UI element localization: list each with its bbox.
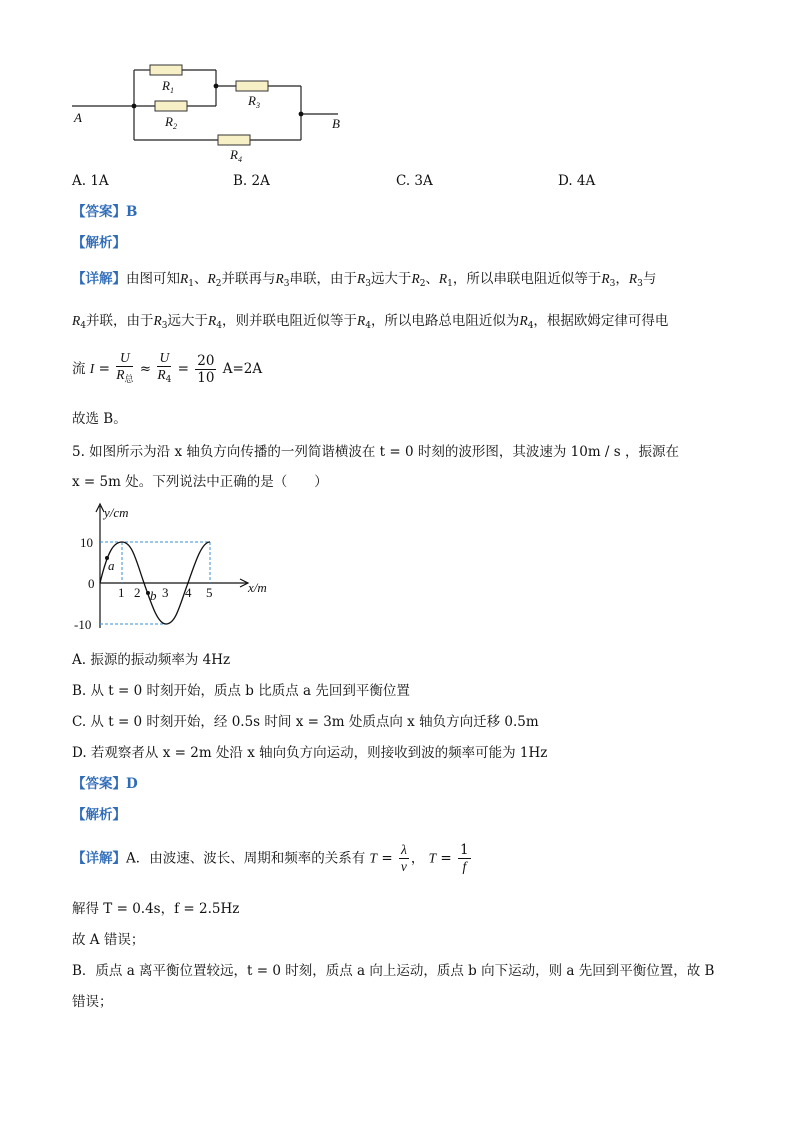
wave-graph — [70, 500, 290, 640]
resistor-r3 — [236, 81, 268, 91]
x-tick-2: 2 — [134, 585, 141, 600]
q5-stem-line1: 5. 如图所示为沿 x 轴负方向传播的一列简谐横波在 t = 0 时刻的波形图，其波速为 10m / s ，振源在 — [72, 444, 679, 460]
svg-text:y/cm — [102, 505, 129, 520]
y-tick-neg10: -10 — [74, 617, 92, 632]
q5-stem-line2: x = 5m 处。下列说法中正确的是（ ） — [72, 474, 328, 490]
terminal-b-label: B — [332, 116, 340, 131]
r3-label: R — [248, 93, 256, 108]
x-tick-3: 3 — [162, 585, 169, 600]
r2-label: R — [165, 114, 173, 129]
q4-answer: 【答案】B — [72, 204, 138, 220]
q4-option-b: B. 2A — [233, 173, 270, 189]
q4-detail-formula: 流 I = $\frac{U}{R_总}$ ≈ $\frac{U}{R_4}$ = $\frac{20}{10}$ A=2A — [72, 350, 263, 386]
y-tick-10: 10 — [80, 535, 93, 550]
q5-analysis-heading: 【解析】 — [72, 807, 126, 823]
point-a-label: a — [108, 558, 115, 573]
x-tick-5: 5 — [206, 585, 213, 600]
terminal-a-label: A — [74, 110, 82, 125]
q5-solve: 解得 T = 0.4s，f = 2.5Hz — [72, 901, 240, 917]
q4-option-d: D. 4A — [558, 173, 596, 189]
q4-option-c: C. 3A — [396, 173, 433, 189]
y-axis-label: y/cm — [104, 505, 129, 520]
x-axis-label: x/m — [248, 580, 267, 595]
svg-text:R1: $R_1$ — [162, 78, 174, 95]
q5-option-c: C. 从 t = 0 时刻开始，经 0.5s 时间 x = 3m 处质点向 x 轴负方向迁移 0.5m — [72, 714, 539, 730]
svg-text:R2: $R_2$ — [165, 114, 177, 131]
q4-detail-line1: 【详解】由图可知$R_1$、$R_2$并联再与$R_3$串联，由于$R_3$远大于$R_2$、$R_1$，所以串联电阻近似等于$R_3$，$R_3$与 — [72, 271, 657, 289]
y-tick-0: 0 — [88, 576, 95, 591]
q4-analysis-heading: 【解析】 — [72, 235, 126, 251]
circuit-diagram — [70, 58, 360, 168]
q5-b-line2: 错误； — [72, 994, 113, 1010]
q4-option-a: A. 1A — [72, 173, 109, 189]
point-b-label: b — [150, 588, 157, 603]
q5-b-line1: B．质点 a 离平衡位置较远，t = 0 时刻，质点 a 向上运动，质点 b 向下运动，则 a 先回到平衡位置，故 B — [72, 963, 715, 979]
resistor-r1 — [150, 65, 182, 75]
svg-text:R3: $R_3$ — [248, 93, 260, 110]
x-tick-1: 1 — [118, 585, 125, 600]
x-tick-4: 4 — [185, 585, 192, 600]
q5-answer: 【答案】D — [72, 776, 138, 792]
r1-label: R — [162, 78, 170, 93]
q4-conclusion: 故选 B。 — [72, 411, 127, 427]
r4-label: R — [230, 147, 238, 162]
q5-detail-line1: 【详解】A．由波速、波长、周期和频率的关系有 T = $\frac{\lambda}{v}$ ， T = $\frac{1}{f}$ — [72, 842, 469, 874]
q5-option-b: B. 从 t = 0 时刻开始，质点 b 比质点 a 先回到平衡位置 — [72, 683, 410, 699]
svg-text:R4: $R_4$ — [230, 147, 242, 164]
q5-option-d: D. 若观察者从 x = 2m 处沿 x 轴向负方向运动，则接收到波的频率可能为 1Hz — [72, 745, 548, 761]
resistor-r2 — [155, 101, 187, 111]
q5-a-wrong: 故 A 错误； — [72, 932, 145, 948]
q5-option-a: A. 振源的振动频率为 4Hz — [72, 652, 231, 668]
resistor-r4 — [218, 135, 250, 145]
q4-detail-line2: $R_4$并联，由于$R_3$远大于$R_4$，则并联电阻近似等于$R_4$，所以电路总电阻近似为$R_4$，根据欧姆定律可得电 — [72, 313, 669, 331]
